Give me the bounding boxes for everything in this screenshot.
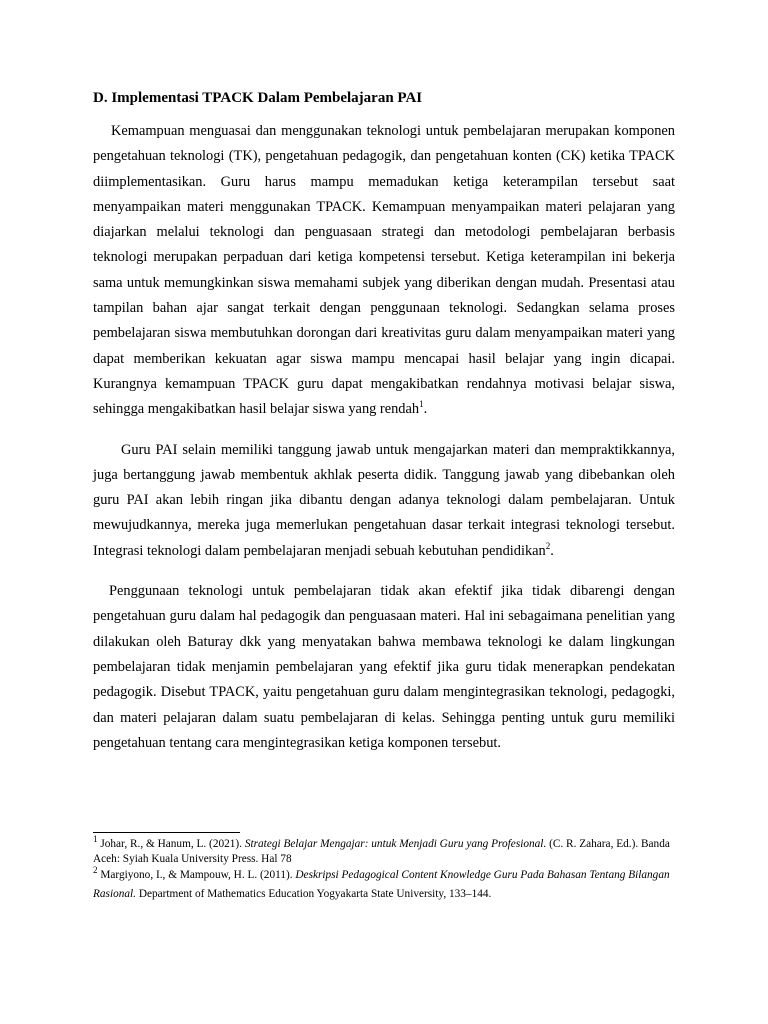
footnote-1: [93, 834, 675, 866]
footnote-1-title: Strategi Belajar Mengajar: untuk Menjadi Guru yang Profesional.: [244, 838, 547, 850]
document-body: [93, 88, 675, 771]
paragraph-3-text: Penggunaan teknologi untuk pembelajaran tidak akan efektif jika tidak dibarengi dengan pengetahuan guru dalam hal pedagogik dan penguasaan materi. Hal ini sebagaimana penelitian yang dilakukan oleh Baturay dkk yang menyatakan bahwa membawa teknologi ke dalam lingkungan pembelajaran tidak menjamin pembelajaran yang efektif jika guru tidak menerapkan pendekatan pedagogik. Disebut TPACK, yaitu pengetahuan guru dalam mengintegrasikan teknologi, pedagogki, dan materi pelajaran dalam suatu pembelajaran di kelas. Sehingga penting untuk guru memiliki pengetahuan tentang cara mengintegrasikan ketiga komponen tersebut.: [93, 583, 675, 751]
paragraph-1-end: .: [423, 401, 428, 418]
paragraph-1: [93, 119, 675, 423]
footnote-ref-1[interactable]: 1: [419, 399, 424, 410]
paragraph-2-text: Guru PAI selain memiliki tanggung jawab untuk mengajarkan materi dan mempraktikkannya, juga bertanggung jawab membentuk akhlak peserta didik. Tanggung jawab yang dibebankan oleh guru PAI akan lebih ringan jika dibantu dengan adanya teknologi dalam pembelajaran. Untuk mewujudkannya, mereka juga memerlukan pengetahuan dasar terkait integrasi teknologi tersebut. Integrasi teknologi dalam pembelajaran menjadi sebuah kebutuhan pendidikan: [93, 441, 675, 559]
paragraph-2: [93, 438, 675, 564]
footnote-ref-2[interactable]: 2: [545, 540, 551, 551]
footnote-2: [93, 866, 675, 904]
footnote-2-number: 2: [93, 865, 98, 876]
paragraph-3: [93, 579, 675, 756]
footnote-2-publisher: Department of Mathematics Education Yogyakarta State University, 133–144.: [136, 888, 492, 900]
footnote-2-title: Deskripsi Pedagogical Content Knowledge Guru Pada Bahasan Tentang Bilangan Rasional.: [93, 869, 670, 900]
paragraph-2-end: .: [550, 542, 554, 559]
footnotes: [93, 832, 675, 904]
footnote-1-authors: Johar, R., & Hanum, L. (2021).: [97, 838, 245, 850]
footnote-separator: [93, 832, 240, 833]
section-heading: D. Implementasi TPACK Dalam Pembelajaran PAI: [93, 90, 423, 106]
footnote-2-authors: Margiyono, I., & Mampouw, H. L. (2011).: [97, 869, 296, 881]
footnote-1-publisher: (C. R. Zahara, Ed.). Banda Aceh: Syiah Kuala University Press. Hal 78: [93, 838, 670, 865]
footnote-1-number: 1: [93, 834, 98, 845]
paragraph-1-text: Kemampuan menguasai dan menggunakan teknologi untuk pembelajaran merupakan komponen pengetahuan teknologi (TK), pengetahuan pedagogik, dan pengetahuan konten (CK) ketika TPACK diimplementasikan. Guru harus mampu memadukan ketiga keterampilan tersebut saat menyampaikan materi menggunakan TPACK. Kemampuan menyampaikan materi pelajaran yang diajarkan melalui teknologi dan penguasaan strategi dan metodologi pembelajaran berbasis teknologi merupakan perpaduan dari ketiga kompetensi tersebut. Ketiga keterampilan ini bekerja sama untuk memungkinkan siswa memahami subjek yang diberikan dengan mudah. Presentasi atau tampilan bahan ajar sangat terkait dengan penggunaan teknologi. Sedangkan selama proses pembelajaran siswa membutuhkan dorongan dari kreativitas guru dalam menyampaikan materi yang dapat memberikan kekuatan agar siswa mampu mencapai hasil belajar yang ingin dicapai. Kurangnya kemampuan TPACK guru dapat mengakibatkan rendahnya motivasi belajar siswa, sehingga mengakibatkan hasil belajar siswa yang rendah: [93, 123, 675, 418]
